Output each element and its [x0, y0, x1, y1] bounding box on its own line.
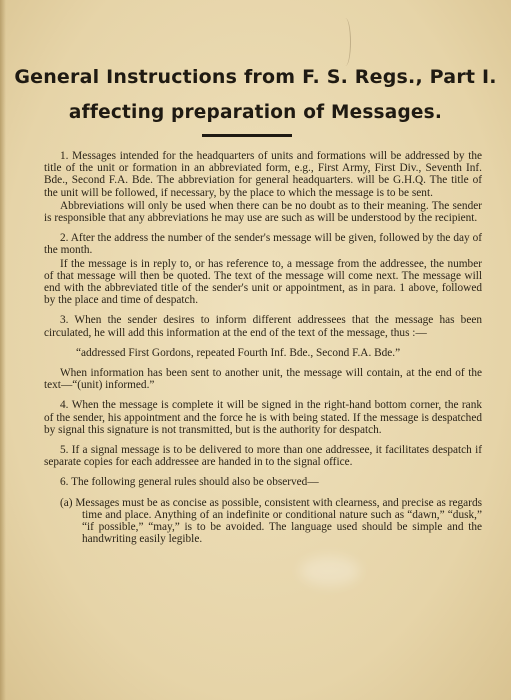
paragraph-5: 5. If a signal message is to be delivered to more than one addressee, it facilitates despatch if separate copies for each addressee are handed in to the signal office. [44, 444, 482, 469]
title-divider [202, 134, 292, 137]
instructions-body [44, 150, 482, 553]
paragraph-2-reply: If the message is in reply to, or has reference to, a message from the addressee, the number of that message will then be quoted. The text of the message will come next. The message will end with the abbreviated title of the sender's unit or appointment, as in para. 1 above, followed by the place and time of despatch. [44, 257, 482, 307]
paragraph-3-example-quote: “addressed First Gordons, repeated Fourth Inf. Bde., Second F.A. Bde.” [76, 346, 401, 359]
paper-stain [300, 556, 360, 586]
paragraph-3-informed: When information has been sent to another unit, the message will contain, at the end of the text—“(unit) informed.” [44, 367, 482, 392]
page-subtitle: affecting preparation of Messages. [68, 102, 443, 123]
paragraph-6: 6. The following general rules should also be observed— [60, 476, 319, 489]
paragraph-1-abbreviations: Abbreviations will only be used when there can be no doubt as to their meaning. The sender is responsible that any abbreviations he may use are such as will be understood by the recipient. [44, 199, 482, 225]
paragraph-3: 3. When the sender desires to inform different addressees that the message has been circulated, he will add this information at the end of the text of the message, thus :— [44, 314, 482, 339]
paragraph-4: 4. When the message is complete it will be signed in the right-hand bottom corner, the rank of the sender, his appointment and the force he is with being stated. If the message is despatched by signal this signature is not transmitted, but is the authority for despatch. [44, 399, 482, 436]
paragraph-6-rule-a: (a) Messages must be as concise as possible, consistent with clearness, and precise as regards time and place. Anything of an indefinite or conditional nature such as “dawn,” “dusk,” “if possible,” “may,” is to be avoided. The language used should be simple and the handwriting easily legible. [60, 496, 482, 546]
page-title: General Instructions from F. S. Regs., Part I. [14, 66, 497, 88]
paper-crease-mark [340, 18, 351, 66]
paragraph-2: 2. After the address the number of the sender's message will be given, followed by the day of the month. [44, 232, 482, 257]
paragraph-1: 1. Messages intended for the headquarters of units and formations will be addressed by the title of the unit or formation in an abbreviated form, e.g., First Army, First Div., Seventh Inf. Bde., Second F.A. Bde. The abbreviation for general headquarters. will be G.H.Q. The title of the unit will be followed, if necessary, by the place to which the message is to be sent. [44, 150, 482, 199]
